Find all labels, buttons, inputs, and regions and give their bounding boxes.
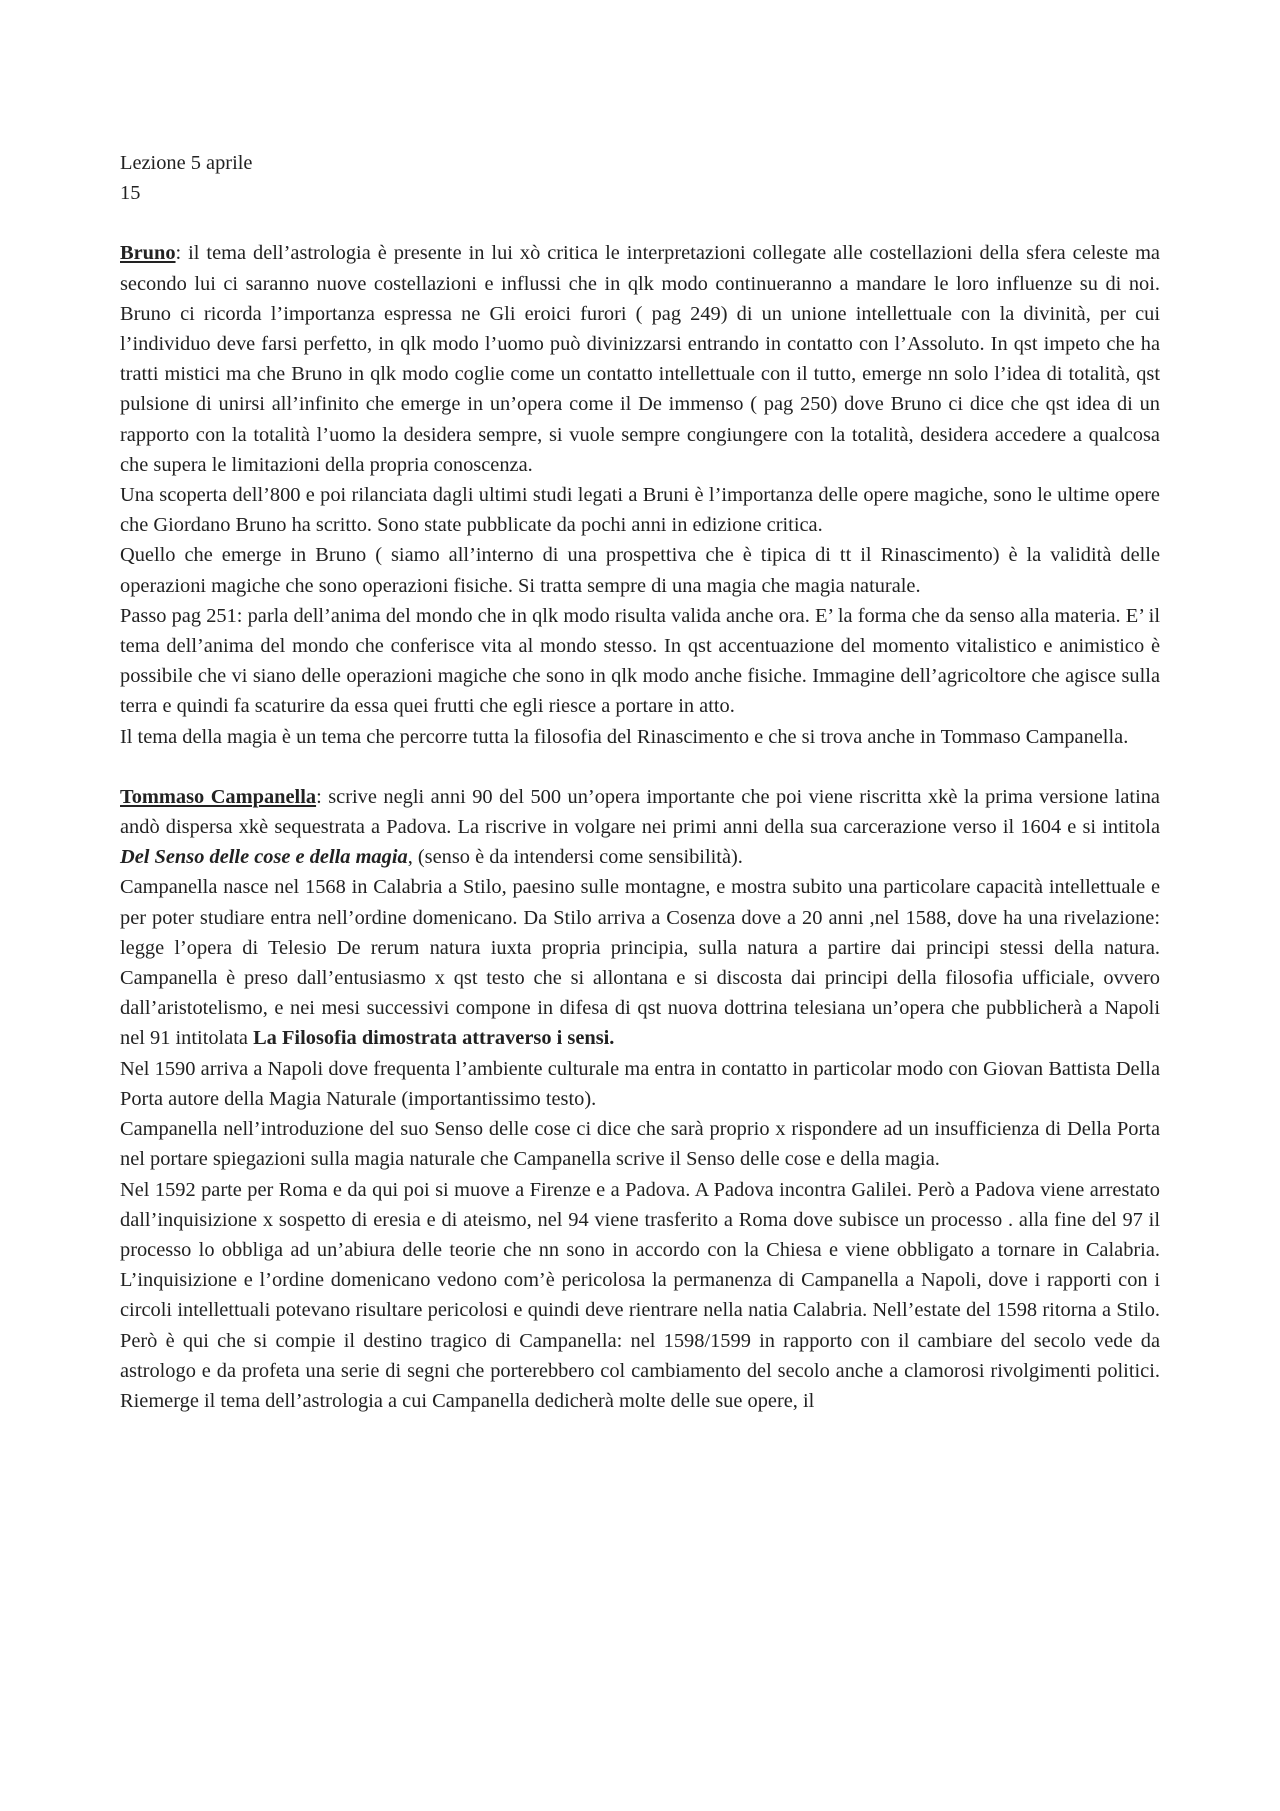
lesson-title: Lezione 5 aprile [120, 152, 253, 174]
section-heading-campanella: Tommaso Campanella [120, 785, 317, 808]
paragraph-bruno-5: Il tema della magia è un tema che percorre tutta la filosofia del Rinascimento e che si trova anche in Tommaso Campanella. [120, 725, 1129, 748]
document-page [120, 148, 1160, 1416]
paragraph-bruno-2: Una scoperta dell’800 e poi rilanciata dagli ultimi studi legati a Bruni è l’importanza delle opere magiche, sono le ultime opere che Giordano Bruno ha scritto. Sono state pubblicate da pochi anni in edizione critica. [120, 484, 1160, 537]
blank-line [120, 752, 1160, 782]
paragraph-bruno-4: Passo pag 251: parla dell’anima del mondo che in qlk modo risulta valida anche ora. E’ la forma che da senso alla materia. E’ il tema dell’anima del mondo che conferisce vita al mondo stesso. In qst accentuazione del momento vitalistico e animistico è possibile che vi siano delle operazioni magiche che sono in qlk modo anche fisiche. Immagine dell’agricoltore che agisce sulla terra e quindi fa scaturire da essa quei frutti che egli riesce a portare in atto. [120, 604, 1160, 718]
paragraph-campanella-intro [120, 782, 1160, 873]
paragraph-text: Campanella nasce nel 1568 in Calabria a Stilo, paesino sulle montagne, e mostra subito una particolare capacità intellettuale e per poter studiare entra nell’ordine domenicano. Da Stilo arriva a Cosenza dove a 20 anni ,nel 1588, dove ha una rivelazione: legge l’opera di Telesio De rerum natura iuxta propria principia, sulla natura a partire dai principi stessi della natura. Campanella è preso dall’entusiasmo x qst testo che si allontana e si discosta dai principi della filosofia ufficiale, ovvero dall’aristotelismo, e nei mesi successivi compone in difesa di qst nuova dottrina telesiana un’opera che pubblicherà a Napoli nel 91 intitolata [120, 876, 1160, 1050]
paragraph-bruno-intro [120, 238, 1160, 480]
paragraph-text: : il tema dell’astrologia è presente in lui xò critica le interpretazioni collegate alle costellazioni della sfera celeste ma secondo lui ci saranno nuove costellazioni e influssi che in qlk modo continueranno a mandare le loro influenze su di noi. Bruno ci ricorda l’importanza espressa ne Gli eroici furori ( pag 249) di un unione intellettuale con la divinità, per cui l’individuo deve farsi perfetto, in qlk modo l’uomo può divinizzarsi entrando in contatto con l’Assoluto. In qst impeto che ha tratti mistici ma che Bruno in qlk modo coglie come un contatto intellettuale con il tutto, emerge nn solo l’idea di totalità, qst pulsione di unirsi all’infinito che emerge in un’opera come il De immenso ( pag 250) dove Bruno ci dice che qst idea di un rapporto con la totalità l’uomo la desidera sempre, si vuole sempre congiungere con la totalità, desidera accedere a qualcosa che supera le limitazioni della propria conoscenza. [120, 242, 1160, 476]
work-title: Del Senso delle cose e della magia [120, 846, 408, 869]
work-title: La Filosofia dimostrata attraverso i sensi. [253, 1027, 615, 1050]
paragraph-campanella-4: Campanella nell’introduzione del suo Senso delle cose ci dice che sarà proprio x rispondere ad un insufficienza di Della Porta nel portare spiegazioni sulla magia naturale che Campanella scrive il Senso delle cose e della magia. [120, 1118, 1160, 1171]
section-heading-bruno: Bruno [120, 242, 176, 265]
paragraph-text: , (senso è da intendersi come sensibilità). [407, 846, 743, 869]
blank-line [120, 208, 1160, 238]
paragraph-campanella-3: Nel 1590 arriva a Napoli dove frequenta l’ambiente culturale ma entra in contatto in particolar modo con Giovan Battista Della Porta autore della Magia Naturale (importantissimo testo). [120, 1057, 1160, 1110]
paragraph-campanella-5: Nel 1592 parte per Roma e da qui poi si muove a Firenze e a Padova. A Padova incontra Galilei. Però a Padova viene arrestato dall’inquisizione x sospetto di eresia e di ateismo, nel 94 viene trasferito a Roma dove subisce un processo . alla fine del 97 il processo lo obbliga ad un’abiura delle teorie che nn sono in accordo con la Chiesa e viene obbligato a tornare in Calabria. L’inquisizione e l’ordine domenicano vedono com’è pericolosa la permanenza di Campanella a Napoli, dove i rapporti con i circoli intellettuali potevano risultare pericolosi e quindi deve rientrare nella natia Calabria. Nell’estate del 1598 ritorna a Stilo. Però è qui che si compie il destino tragico di Campanella: nel 1598/1599 in rapporto con il cambiare del secolo vede da astrologo e da profeta una serie di segni che porterebbero col cambiamento del secolo anche a clamorosi rivolgimenti politici. Riemerge il tema dell’astrologia a cui Campanella dedicherà molte delle sue opere, il [120, 1178, 1160, 1412]
paragraph-bruno-3: Quello che emerge in Bruno ( siamo all’interno di una prospettiva che è tipica di tt il Rinascimento) è la validità delle operazioni magiche che sono operazioni fisiche. Si tratta sempre di una magia che magia naturale. [120, 544, 1160, 597]
page-number: 15 [120, 182, 141, 205]
paragraph-campanella-2 [120, 872, 1160, 1053]
paragraph-text: : scrive negli anni 90 del 500 un’opera importante che poi viene riscritta xkè la prima versione latina andò dispersa xkè sequestrata a Padova. La riscrive in volgare nei primi anni della sua carcerazione verso il 1604 e si intitola [120, 785, 1160, 839]
